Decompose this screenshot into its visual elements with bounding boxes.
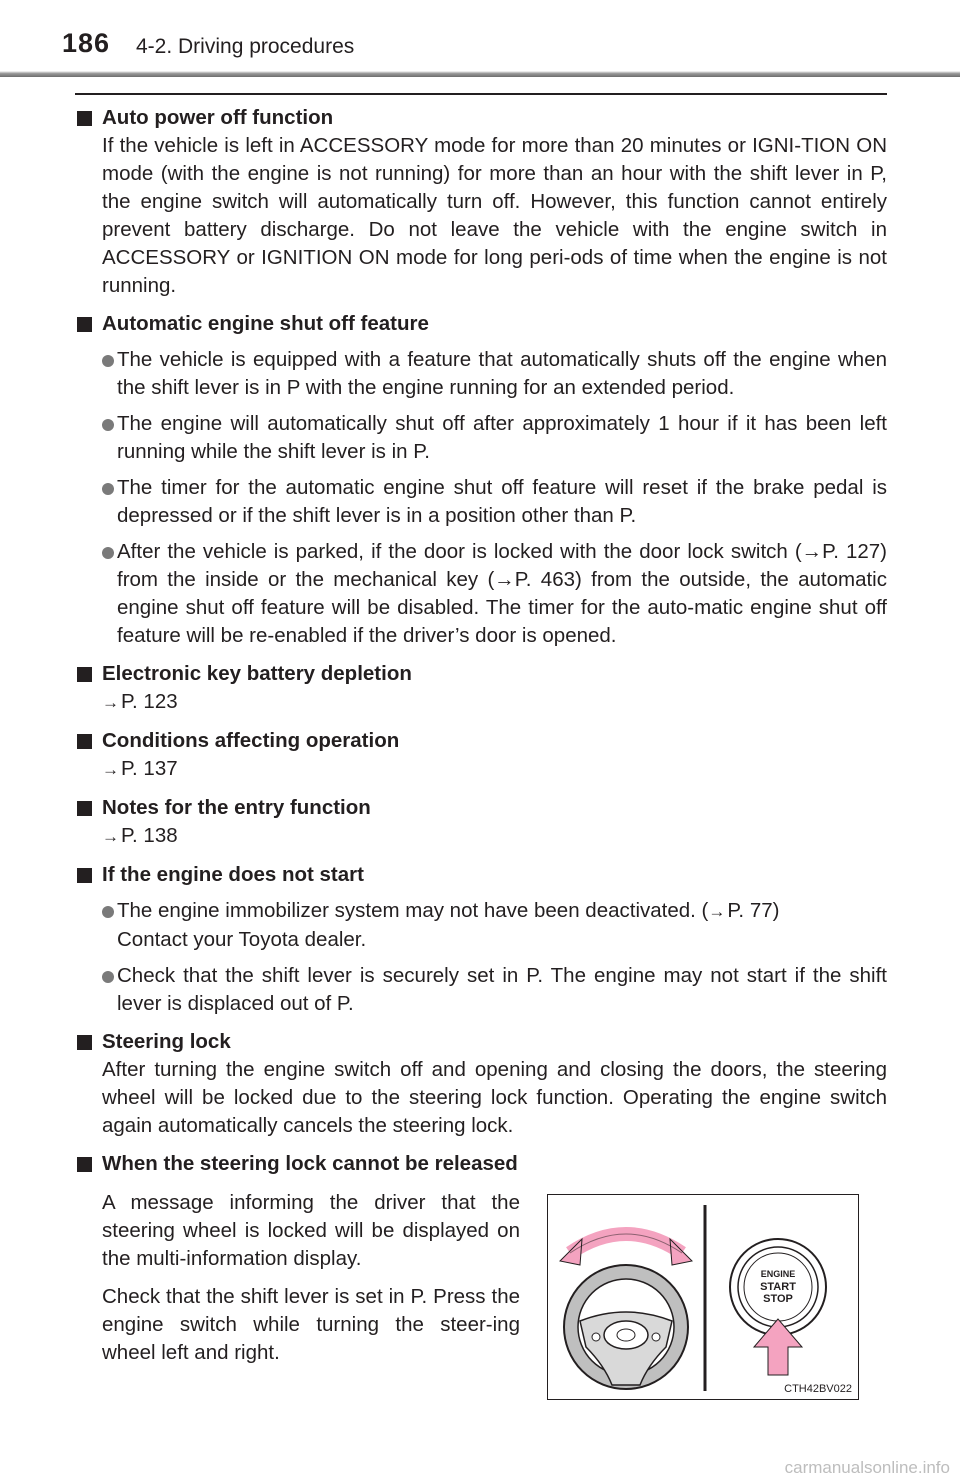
steering-lock-text: After turning the engine switch off and opening and closing the doors, the steering wheel will be locked due to the steering lock function. Operating the engine switch again automatically cancels the steering lock. <box>102 1058 887 1137</box>
header-rule <box>0 71 960 77</box>
auto-power-off-text: If the vehicle is left in ACCESSORY mode for more than 20 minutes or IGNI-TION ON mode (with the engine is not running) for more than an hour with the shift lever in P, the engine switch will automatically turn off. However, this function cannot entirely prevent battery discharge. Do not leave the vehicle with the engine switch in ACCESSORY or IGNITION ON mode for long peri-ods of time when the engine is not running. <box>102 134 887 297</box>
heading-conditions: Conditions affecting operation <box>75 727 887 755</box>
circle-bullet-icon <box>102 547 114 559</box>
list-item: The engine will automatically shut off after approximately 1 hour if it has been left running while the shift lever is in P. <box>75 410 887 466</box>
page-reference-link[interactable]: →P. 123 <box>102 690 178 713</box>
svg-text:ENGINE: ENGINE <box>760 1269 796 1279</box>
square-bullet-icon <box>77 111 92 126</box>
page-reference-link[interactable]: P. 77) <box>727 899 780 922</box>
square-bullet-icon <box>77 868 92 883</box>
arrow-right-icon: → <box>708 902 726 921</box>
section-title: 4-2. Driving procedures <box>136 35 355 58</box>
heading-auto-power-off: Auto power off function <box>75 104 887 132</box>
list-item: Check that the shift lever is securely set in P. The engine may not start if the shift lever is displaced out of P. <box>75 962 887 1018</box>
heading-key-battery: Electronic key battery depletion <box>75 660 887 688</box>
circle-bullet-icon <box>102 355 114 367</box>
heading-auto-shutoff: Automatic engine shut off feature <box>75 310 887 338</box>
list-item: After the vehicle is parked, if the door is locked with the door lock switch (→P. 127) from the inside or the mechanical key (→P. 463) from the outside, the automatic engine shut off feature will be disabled. The timer for the auto-matic engine shut off feature will be re-enabled if the driver’s door is opened. <box>75 538 887 650</box>
heading-lock-release: When the steering lock cannot be released <box>75 1150 887 1178</box>
square-bullet-icon <box>77 317 92 332</box>
heading-no-start: If the engine does not start <box>75 861 887 889</box>
arrow-right-icon: → <box>102 760 119 779</box>
page-reference-link[interactable]: →P. 137 <box>102 757 178 780</box>
content-top-rule <box>75 93 887 95</box>
svg-text:START: START <box>760 1281 796 1293</box>
circle-bullet-icon <box>102 419 114 431</box>
watermark: carmanualsonline.info <box>784 1458 950 1477</box>
square-bullet-icon <box>77 667 92 682</box>
lock-release-text <box>102 1189 520 1377</box>
list-item: The engine immobilizer system may not have been deactivated. (→P. 77) Contact your Toyota dealer. <box>75 897 887 954</box>
heading-entry-notes: Notes for the entry function <box>75 794 887 822</box>
figure-caption: CTH42BV022 <box>784 1383 852 1395</box>
svg-text:STOP: STOP <box>763 1293 793 1305</box>
list-item: The timer for the automatic engine shut off feature will reset if the brake pedal is depressed or if the shift lever is in a position other than P. <box>75 474 887 530</box>
square-bullet-icon <box>77 1157 92 1172</box>
circle-bullet-icon <box>102 906 114 918</box>
page-reference-link[interactable]: →P. 138 <box>102 824 178 847</box>
lock-release-para-2: Check that the shift lever is set in P. Press the engine switch while turning the steer-ing wheel left and right. <box>102 1285 520 1364</box>
square-bullet-icon <box>77 801 92 816</box>
steering-illustration-svg <box>548 1195 858 1399</box>
circle-bullet-icon <box>102 483 114 495</box>
steering-wheel-illustration <box>547 1194 859 1400</box>
square-bullet-icon <box>77 1035 92 1050</box>
arrow-right-icon: → <box>102 827 119 846</box>
square-bullet-icon <box>77 734 92 749</box>
arrow-right-icon: → <box>102 693 119 712</box>
lock-release-para-1: A message informing the driver that the steering wheel is locked will be displayed on the multi-information display. <box>102 1191 520 1270</box>
circle-bullet-icon <box>102 971 114 983</box>
page-number: 186 <box>62 28 111 58</box>
list-item: The vehicle is equipped with a feature that automatically shuts off the engine when the shift lever is in P with the engine running for an extended period. <box>75 346 887 402</box>
heading-steering-lock: Steering lock <box>75 1028 887 1056</box>
page-content <box>75 104 887 1178</box>
